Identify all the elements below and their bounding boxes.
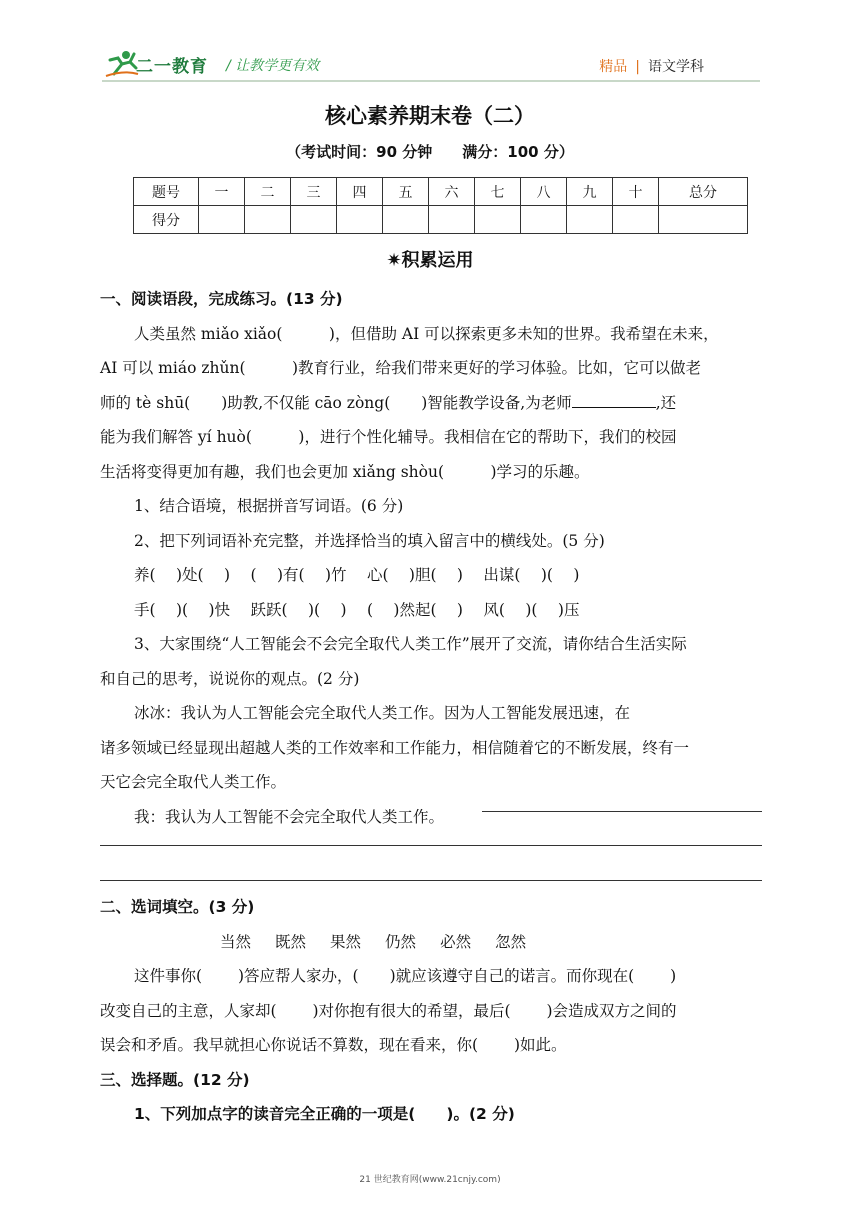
q2-text-line: 误会和矛盾。我早就担心你说话不算数，现在看来，你( )如此。 <box>100 1036 567 1054</box>
score-cell: 总分 <box>659 178 748 206</box>
q2-title: 二、选词填空。(3 分) <box>100 898 255 916</box>
score-cell: 五 <box>383 178 429 206</box>
score-cell: 题号 <box>134 178 199 206</box>
exam-score: 满分：100 分） <box>462 143 574 161</box>
q1-text-line: 生活将变得更加有趣，我们也会更加 xiǎng shòu( )学习的乐趣。 <box>100 462 590 481</box>
q2-text-line: 这件事你( )答应帮人家办，( )就应该遵守自己的诺言。而你现在( ) <box>134 967 677 985</box>
bingbing-line: 诸多领域已经显现出超越人类的工作效率和工作能力，相信随着它的不断发展，终有一 <box>100 738 690 757</box>
q1-sub2: 2、把下列词语补充完整，并选择恰当的填入留言中的横线处。(5 分) <box>134 531 605 550</box>
score-cell: 六 <box>429 178 475 206</box>
slogan: / 让教学更有效 <box>226 58 320 74</box>
score-table <box>133 177 748 234</box>
subject-label: 语文学科 <box>648 59 704 75</box>
q1-text-part: ,还 <box>655 393 677 412</box>
score-cell: 八 <box>521 178 567 206</box>
score-table-header-row <box>134 178 748 206</box>
score-cell: 四 <box>337 178 383 206</box>
word-option: 仍然 <box>385 932 417 951</box>
score-blank[interactable] <box>613 206 659 234</box>
bingbing-line: 冰冰：我认为人工智能会完全取代人类工作。因为人工智能发展迅速，在 <box>134 704 631 722</box>
q1-title: 一、阅读语段，完成练习。(13 分) <box>100 290 343 308</box>
bingbing-line: 天它会完全取代人类工作。 <box>100 773 287 791</box>
score-cell: 三 <box>291 178 337 206</box>
score-blank[interactable] <box>659 206 748 234</box>
q1-text-line: 能为我们解答 yí huò( )，进行个性化辅导。我相信在它的帮助下，我们的校园 <box>100 428 677 446</box>
question-2 <box>100 890 762 1132</box>
page-title: 核心素养期末卷（二） <box>325 104 535 128</box>
q1-text-line: 人类虽然 miǎo xiǎo( )，但借助 AI 可以探索更多未知的世界。我希望在未来， <box>134 324 719 343</box>
header-divider <box>102 80 760 82</box>
answer-line[interactable] <box>100 845 762 846</box>
score-blank[interactable] <box>567 206 613 234</box>
idioms-row-2: 手( )( )快 跃跃( )( ) ( )然起( ) 风( )( )压 <box>134 600 580 619</box>
word-option: 忽然 <box>495 932 527 951</box>
q1-text-line: AI 可以 miáo zhǔn( )教育行业，给我们带来更好的学习体验。比如，它可以做老 <box>100 359 702 377</box>
score-table-score-row <box>134 206 748 234</box>
score-blank[interactable] <box>383 206 429 234</box>
score-blank[interactable] <box>429 206 475 234</box>
header-right <box>599 56 704 76</box>
score-cell: 一 <box>199 178 245 206</box>
exam-time: （考试时间：90 分钟 <box>286 143 433 161</box>
word-option: 必然 <box>440 932 472 951</box>
q1-sub3-cont: 和自己的思考，说说你的观点。(2 分) <box>100 669 360 688</box>
question-1 <box>100 282 762 834</box>
word-option: 既然 <box>275 932 307 951</box>
q1-text-line <box>100 386 762 421</box>
q1-text-part: 师的 tè shū( )助教,不仅能 cāo zòng( )智能教学设备,为老师 <box>100 393 572 412</box>
score-cell: 七 <box>475 178 521 206</box>
score-blank[interactable] <box>245 206 291 234</box>
header-separator: | <box>635 59 640 75</box>
logo-text: 二一教育 <box>136 57 208 77</box>
my-opinion-line: 我：我认为人工智能不会完全取代人类工作。 <box>134 807 445 826</box>
fill-in-blank[interactable] <box>572 389 656 408</box>
score-blank[interactable] <box>475 206 521 234</box>
page-header <box>0 0 860 100</box>
score-blank[interactable] <box>337 206 383 234</box>
score-row-label: 得分 <box>134 206 199 234</box>
quality-label: 精品 <box>599 59 628 75</box>
score-cell: 二 <box>245 178 291 206</box>
q1-sub3: 3、大家围绕“人工智能会不会完全取代人类工作”展开了交流，请你结合生活实际 <box>134 635 687 653</box>
word-option: 果然 <box>330 932 362 951</box>
answer-line[interactable] <box>482 811 762 812</box>
q1-sub1: 1、结合语境，根据拼音写词语。(6 分) <box>134 497 404 515</box>
score-blank[interactable] <box>199 206 245 234</box>
exam-info <box>0 141 860 162</box>
section-title: ✷积累运用 <box>386 250 474 271</box>
score-cell: 九 <box>567 178 613 206</box>
score-blank[interactable] <box>291 206 337 234</box>
word-option: 当然 <box>220 932 252 951</box>
q3-sub1: 1、下列加点字的读音完全正确的一项是( )。(2 分) <box>134 1105 515 1123</box>
score-cell: 十 <box>613 178 659 206</box>
word-bank <box>100 925 762 960</box>
score-blank[interactable] <box>521 206 567 234</box>
q3-title: 三、选择题。(12 分) <box>100 1070 250 1089</box>
idioms-row-1: 养( )处( ) ( )有( )竹 心( )胆( ) 出谋( )( ) <box>134 566 580 584</box>
page-footer: 21 世纪教育网(www.21cnjy.com) <box>359 1175 501 1185</box>
answer-line[interactable] <box>100 880 762 881</box>
q2-text-line: 改变自己的主意，人家却( )对你抱有很大的希望，最后( )会造成双方之间的 <box>100 1001 677 1020</box>
